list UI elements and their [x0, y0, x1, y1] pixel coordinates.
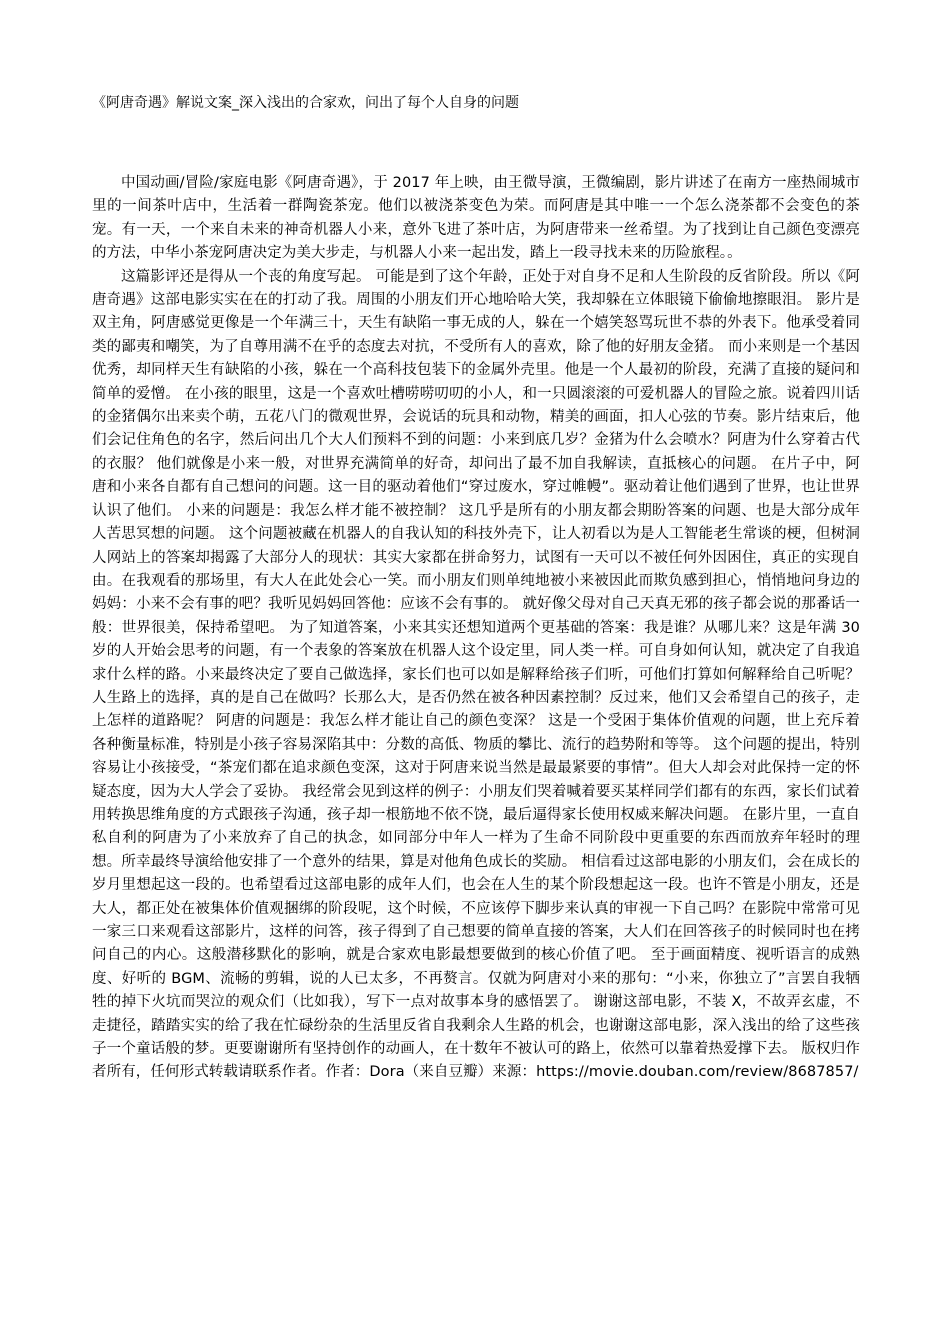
- paragraph-review: 这篇影评还是得从一个丧的角度写起。 可能是到了这个年龄，正处于对自身不足和人生阶段的反省阶段。所以《阿唐奇遇》这部电影实实在在的打动了我。周围的小朋友们开心地哈哈大笑，我却躲在立体眼镜下偷偷地擦眼泪。 影片是双主角，阿唐感觉更像是一个年满三十，天生有缺陷一事无成的人，躲在一个嬉笑怒骂玩世不恭的外表下。他承受着同类的鄙夷和嘲笑，为了自尊用满不在乎的态度去对抗，不受所有人的喜欢，除了他的好朋友金猪。 而小来则是一个基因优秀，却同样天生有缺陷的小孩，躲在一个高科技包装下的金属外壳里。他是一个人最初的阶段，充满了直接的疑问和简单的爱憎。 在小孩的眼里，这是一个喜欢吐槽唠唠叨叨的小人，和一只圆滚滚的可爱机器人的冒险之旅。说着四川话的金猪偶尔出来卖个萌，五花八门的微观世界，会说话的玩具和动物，精美的画面，扣人心弦的节奏。影片结束后，他们会记住角色的名字，然后问出几个大人们预料不到的问题：小来到底几岁？金猪为什么会喷水？阿唐为什么穿着古代的衣服？ 他们就像是小来一般，对世界充满简单的好奇，却问出了最不加自我解读，直抵核心的问题。 在片子中，阿唐和小来各自都有自己想问的问题。这一目的驱动着他们“穿过废水，穿过帷幔”。驱动着让他们遇到了世界，也让世界认识了他们。 小来的问题是：我怎么样才能不被控制？ 这几乎是所有的小朋友都会期盼答案的问题、也是大部分成年人苦思冥想的问题。 这个问题被藏在机器人的自我认知的科技外壳下，让人初看以为是人工智能老生常谈的梗，但树洞人网站上的答案却揭露了大部分人的现状：其实大家都在拼命努力，试图有一天可以不被任何外因困住，真正的实现自由。在我观看的那场里，有大人在此处会心一笑。而小朋友们则单纯地被小来被因此而欺负感到担心，悄悄地问身边的妈妈：小来不会有事的吧？我听见妈妈回答他：应该不会有事的。 就好像父母对自己天真无邪的孩子都会说的那番话一般：世界很美，保持希望吧。 为了知道答案，小来其实还想知道两个更基础的答案：我是谁？从哪儿来？这是年满 30 岁的人开始会思考的问题，有一个表象的答案放在机器人这个设定里，同人类一样。可自身如何认知，就决定了自我追求什么样的路。小来最终决定了要自己做选择，家长们也可以如是解释给孩子们听，可他们打算如何解释给自己听呢？人生路上的选择，真的是自己在做吗？长那么大，是否仍然在被各种因素控制？反过来，他们又会希望自己的孩子，走上怎样的道路呢？ 阿唐的问题是：我怎么样才能让自己的颜色变深？ 这是一个受困于集体价值观的问题，世上充斥着各种衡量标准，特别是小孩子容易深陷其中：分数的高低、物质的攀比、流行的趋势附和等等。 这个问题的提出，特别容易让小孩接受，“茶宠们都在追求颜色变深，这对于阿唐来说当然是最最紧要的事情”。但大人却会对此保持一定的怀疑态度，因为大人学会了妥协。 我经常会见到这样的例子：小朋友们哭着喊着要买某样同学们都有的东西，家长们试着用转换思维角度的方式跟孩子沟通，孩子却一根筋地不依不饶，最后逼得家长使用权威来解决问题。 在影片里，一直自私自利的阿唐为了小来放弃了自己的执念，如同部分中年人一样为了生命不同阶段中更重要的东西而放弃年轻时的理想。所幸最终导演给他安排了一个意外的结果，算是对他角色成长的奖励。 相信看过这部电影的小朋友们，会在成长的岁月里想起这一段的。也希望看过这部电影的成年人们，也会在人生的某个阶段想起这一段。也许不管是小朋友，还是大人，都正处在被集体价值观捆绑的阶段呢，这个时候，不应该停下脚步来认真的审视一下自己吗？在影院中常常可见一家三口来观看这部影片，这样的问答，孩子得到了自己想要的简单直接的答案，大人们在回答孩子的时候同时也在拷问自己的内心。这般潜移默化的影响，就是合家欢电影最想要做到的核心价值了吧。 至于画面精度、视听语言的成熟度、好听的 BGM、流畅的剪辑，说的人已太多，不再赘言。仅就为阿唐对小来的那句：“小来，你独立了”言罢自我牺牲的掉下火坑而哭泣的观众们（比如我），写下一点对故事本身的感悟罢了。 谢谢这部电影，不装 X，不故弄玄虚，不走捷径，踏踏实实的给了我在忙碌纷杂的生活里反省自我剩余人生路的机会，也谢谢这部电影，深入浅出的给了这些孩子一个童话般的梦。更要谢谢所有坚持创作的动画人，在十数年不被认可的路上，依然可以靠着热爱撑下去。 版权归作者所有，任何形式转载请联系作者。作者：Dora（来自豆瓣）来源：https://movie.douban.com/review/8687857/: [92, 268, 860, 1081]
- paragraph-synopsis: 中国动画/冒险/家庭电影《阿唐奇遇》，于 2017 年上映，由王微导演，王微编剧，影片讲述了在南方一座热闹城市里的一间茶叶店中，生活着一群陶瓷茶宠。他们以被浇茶变色为荣。而阿唐是其中唯一一个怎么浇茶都不会变色的茶宠。有一天，一个来自未来的神奇机器人小来，意外飞进了茶叶店，为阿唐带来一丝希望。为了找到让自己颜色变漂亮的方法，中华小茶宠阿唐决定为美大步走，与机器人小来一起出发，踏上一段寻找未来的历险旅程。。: [92, 175, 860, 262]
- document-body: [92, 172, 860, 1085]
- document-title: 《阿唐奇遇》解说文案_深入浅出的合家欢，问出了每个人自身的问题: [92, 95, 519, 111]
